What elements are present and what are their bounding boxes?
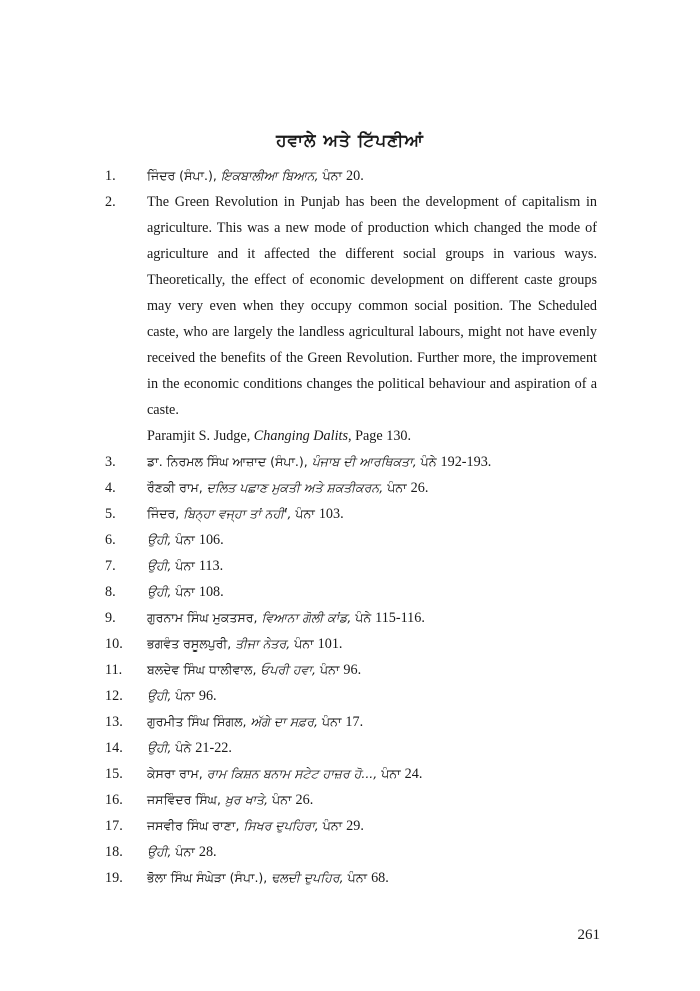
note-pages: 108. [198,584,224,600]
list-item [0,761,700,787]
list-item [0,787,700,813]
note-page-label: ਪੰਨੇ [416,454,441,469]
note-title: ਇਕਬਾਲੀਆ ਬਿਆਨ, [220,168,319,183]
note-author: ਭੋਲਾ ਸਿੰਘ ਸੰਘੇੜਾ (ਸੰਪਾ.), [147,870,272,885]
note-pages: 26. [410,480,429,496]
note-number: 14. [105,740,123,756]
note-title: ਬਿਨ੍ਹਾ ਵਜ੍ਹਾ ਤਾਂ ਨਹੀਂ', [183,506,292,521]
note-title: ਉਹੀ, [147,532,172,547]
list-item [0,501,700,527]
note-title: ਸਿਖਰ ਦੁਪਹਿਰਾ, [243,818,319,833]
list-item [0,163,700,189]
note-number: 4. [105,480,116,496]
note-title: ਰਾਮ ਕਿਸ਼ਨ ਬਨਾਮ ਸਟੇਟ ਹਾਜ਼ਰ ਹੋ..., [206,766,378,781]
list-item [0,553,700,579]
note-title: ਅੱਗੇ ਦਾ ਸਫ਼ਰ, [250,714,318,729]
note-author: ਬਲਦੇਵ ਸਿੰਘ ਧਾਲੀਵਾਲ, [147,662,261,677]
note-number: 6. [105,532,116,548]
note-pages: 68. [371,870,389,886]
note-pages: 17. [345,714,364,730]
list-item [0,839,700,865]
note-number: 17. [105,818,123,834]
note-pages: 113. [198,558,224,574]
list-item [0,579,700,605]
list-item [0,735,700,761]
note-number: 11. [105,662,123,678]
citation-page: , Page 130. [348,428,412,444]
note-number: 15. [105,766,123,782]
note-pages: 28. [198,844,217,860]
notes-list [0,163,700,891]
note-page-label: ਪੰਨਾ [317,714,346,729]
note-author: ਜਸਵਿੰਦਰ ਸਿੰਘ, [147,792,225,807]
note-page-label: ਪੰਨੇ [351,610,376,625]
list-item [0,683,700,709]
note-author: ਰੌਣਕੀ ਰਾਮ, [147,480,207,495]
note-page-label: ਪੰਨਾ [171,844,199,859]
note-title: ਪੰਜਾਬ ਦੀ ਆਰਥਿਕਤਾ, [311,454,417,469]
page-number: 261 [577,927,600,943]
note-page-label: ਪੰਨਾ [268,792,296,807]
note-pages: 106. [198,532,224,548]
note-title: ਉਹੀ, [147,688,172,703]
note-author: ਜਿੰਦਰ (ਸੰਪਾ.), [147,168,221,183]
note-title: ਉਹੀ, [147,740,172,755]
list-item [0,449,700,475]
list-item [0,813,700,839]
note-title: ਤੀਜਾ ਨੇਤਰ, [235,636,291,651]
list-item [0,527,700,553]
note-author: ਭਗਵੰਤ ਰਸੂਲਪੁਰੀ, [147,636,236,651]
list-item [0,189,700,449]
note-title: ਉਹੀ, [147,584,172,599]
note-page-label: ਪੰਨਾ [315,662,344,677]
list-item [0,657,700,683]
note-title: ਖ਼ੁਰ ਖਾਤੇ, [224,792,269,807]
note-pages: 21-22. [195,740,232,756]
list-item [0,631,700,657]
citation-author: Paramjit S. Judge, [147,428,254,444]
note-number: 16. [105,792,123,808]
note-citation [147,423,597,449]
note-pages: 96. [343,662,362,678]
note-number: 13. [105,714,123,730]
note-number: 18. [105,844,123,860]
note-pages: 24. [404,766,423,782]
note-number: 5. [105,506,116,522]
note-pages: 26. [295,792,314,808]
note-page-label: ਪੰਨਾ [171,688,199,703]
note-page-label: ਪੰਨਾ [343,870,372,885]
note-pages: 96. [198,688,217,704]
note-pages: 29. [346,818,364,834]
note-number: 2. [105,194,116,210]
list-item [0,605,700,631]
note-page-label: ਪੰਨਾ [383,480,411,495]
note-title: ਢਲਦੀ ਦੁਪਹਿਰ, [271,870,344,885]
note-number: 8. [105,584,116,600]
note-pages: 101. [317,636,343,652]
list-item [0,709,700,735]
note-author: ਜਿੰਦਰ, [147,506,184,521]
note-page-label: ਪੰਨਾ [171,584,199,599]
note-title: ਓਪਰੀ ਹਵਾ, [260,662,316,677]
note-number: 19. [105,870,123,886]
note-author: ਗੁਰਮੀਤ ਸਿੰਘ ਸਿੰਗਲ, [147,714,251,729]
note-title: ਉਹੀ, [147,558,172,573]
note-title: ਦਲਿਤ ਪਛਾਣ ਮੁਕਤੀ ਅਤੇ ਸ਼ਕਤੀਕਰਨ, [206,480,384,495]
page-title: ਹਵਾਲੇ ਅਤੇ ਟਿੱਪਣੀਆਂ [276,131,424,151]
note-page-label: ਪੰਨਾ [291,506,319,521]
note-page-label: ਪੰਨਾ [171,558,199,573]
note-title: ਵਿਆਨਾ ਗੋਲੀ ਕਾਂਡ, [261,610,352,625]
note-author: ਜਸਵੀਰ ਸਿੰਘ ਰਾਣਾ, [147,818,244,833]
note-number: 1. [105,168,116,184]
note-number: 3. [105,454,116,470]
note-page-label: ਪੰਨਾ [318,818,347,833]
note-page-label: ਪੰਨਾ [171,532,199,547]
citation-title: Changing Dalits [253,428,348,444]
list-item [0,475,700,501]
note-page-label: ਪੰਨਾ [290,636,318,651]
note-pages: 115-116. [375,610,425,626]
note-pages: 192-193. [440,454,492,470]
note-number: 10. [105,636,123,652]
note-page-label: ਪੰਨਾ [318,168,346,183]
note-author: ਡਾ. ਨਿਰਮਲ ਸਿੰਘ ਆਜ਼ਾਦ (ਸੰਪਾ.), [147,454,312,469]
note-author: ਗੁਰਨਾਮ ਸਿੰਘ ਮੁਕਤਸਰ, [147,610,262,625]
note-author: ਕੇਸਰਾ ਰਾਮ, [147,766,207,781]
note-page-label: ਪੰਨੇ [171,740,196,755]
note-pages: 20. [346,168,364,184]
note-number: 9. [105,610,116,626]
note-pages: 103. [318,506,344,522]
list-item [0,865,700,891]
note-page-label: ਪੰਨਾ [377,766,405,781]
note-title: ਉਹੀ, [147,844,172,859]
note-paragraph: The Green Revolution in Punjab has been the development of capitalism in agriculture. This was a new mode of production which changed the mode of agriculture and it affected the different social groups in various ways. Theoretically, the effect of economic development on different caste groups may very even when they occupy common social position. The Scheduled caste, who are largely the landless agricultural labours, might not have evenly received the benefits of the Green Revolution. Further more, the improvement in the economic conditions changes the political behaviour and aspiration of a caste. [147,194,597,418]
note-number: 7. [105,558,116,574]
note-number: 12. [105,688,123,704]
